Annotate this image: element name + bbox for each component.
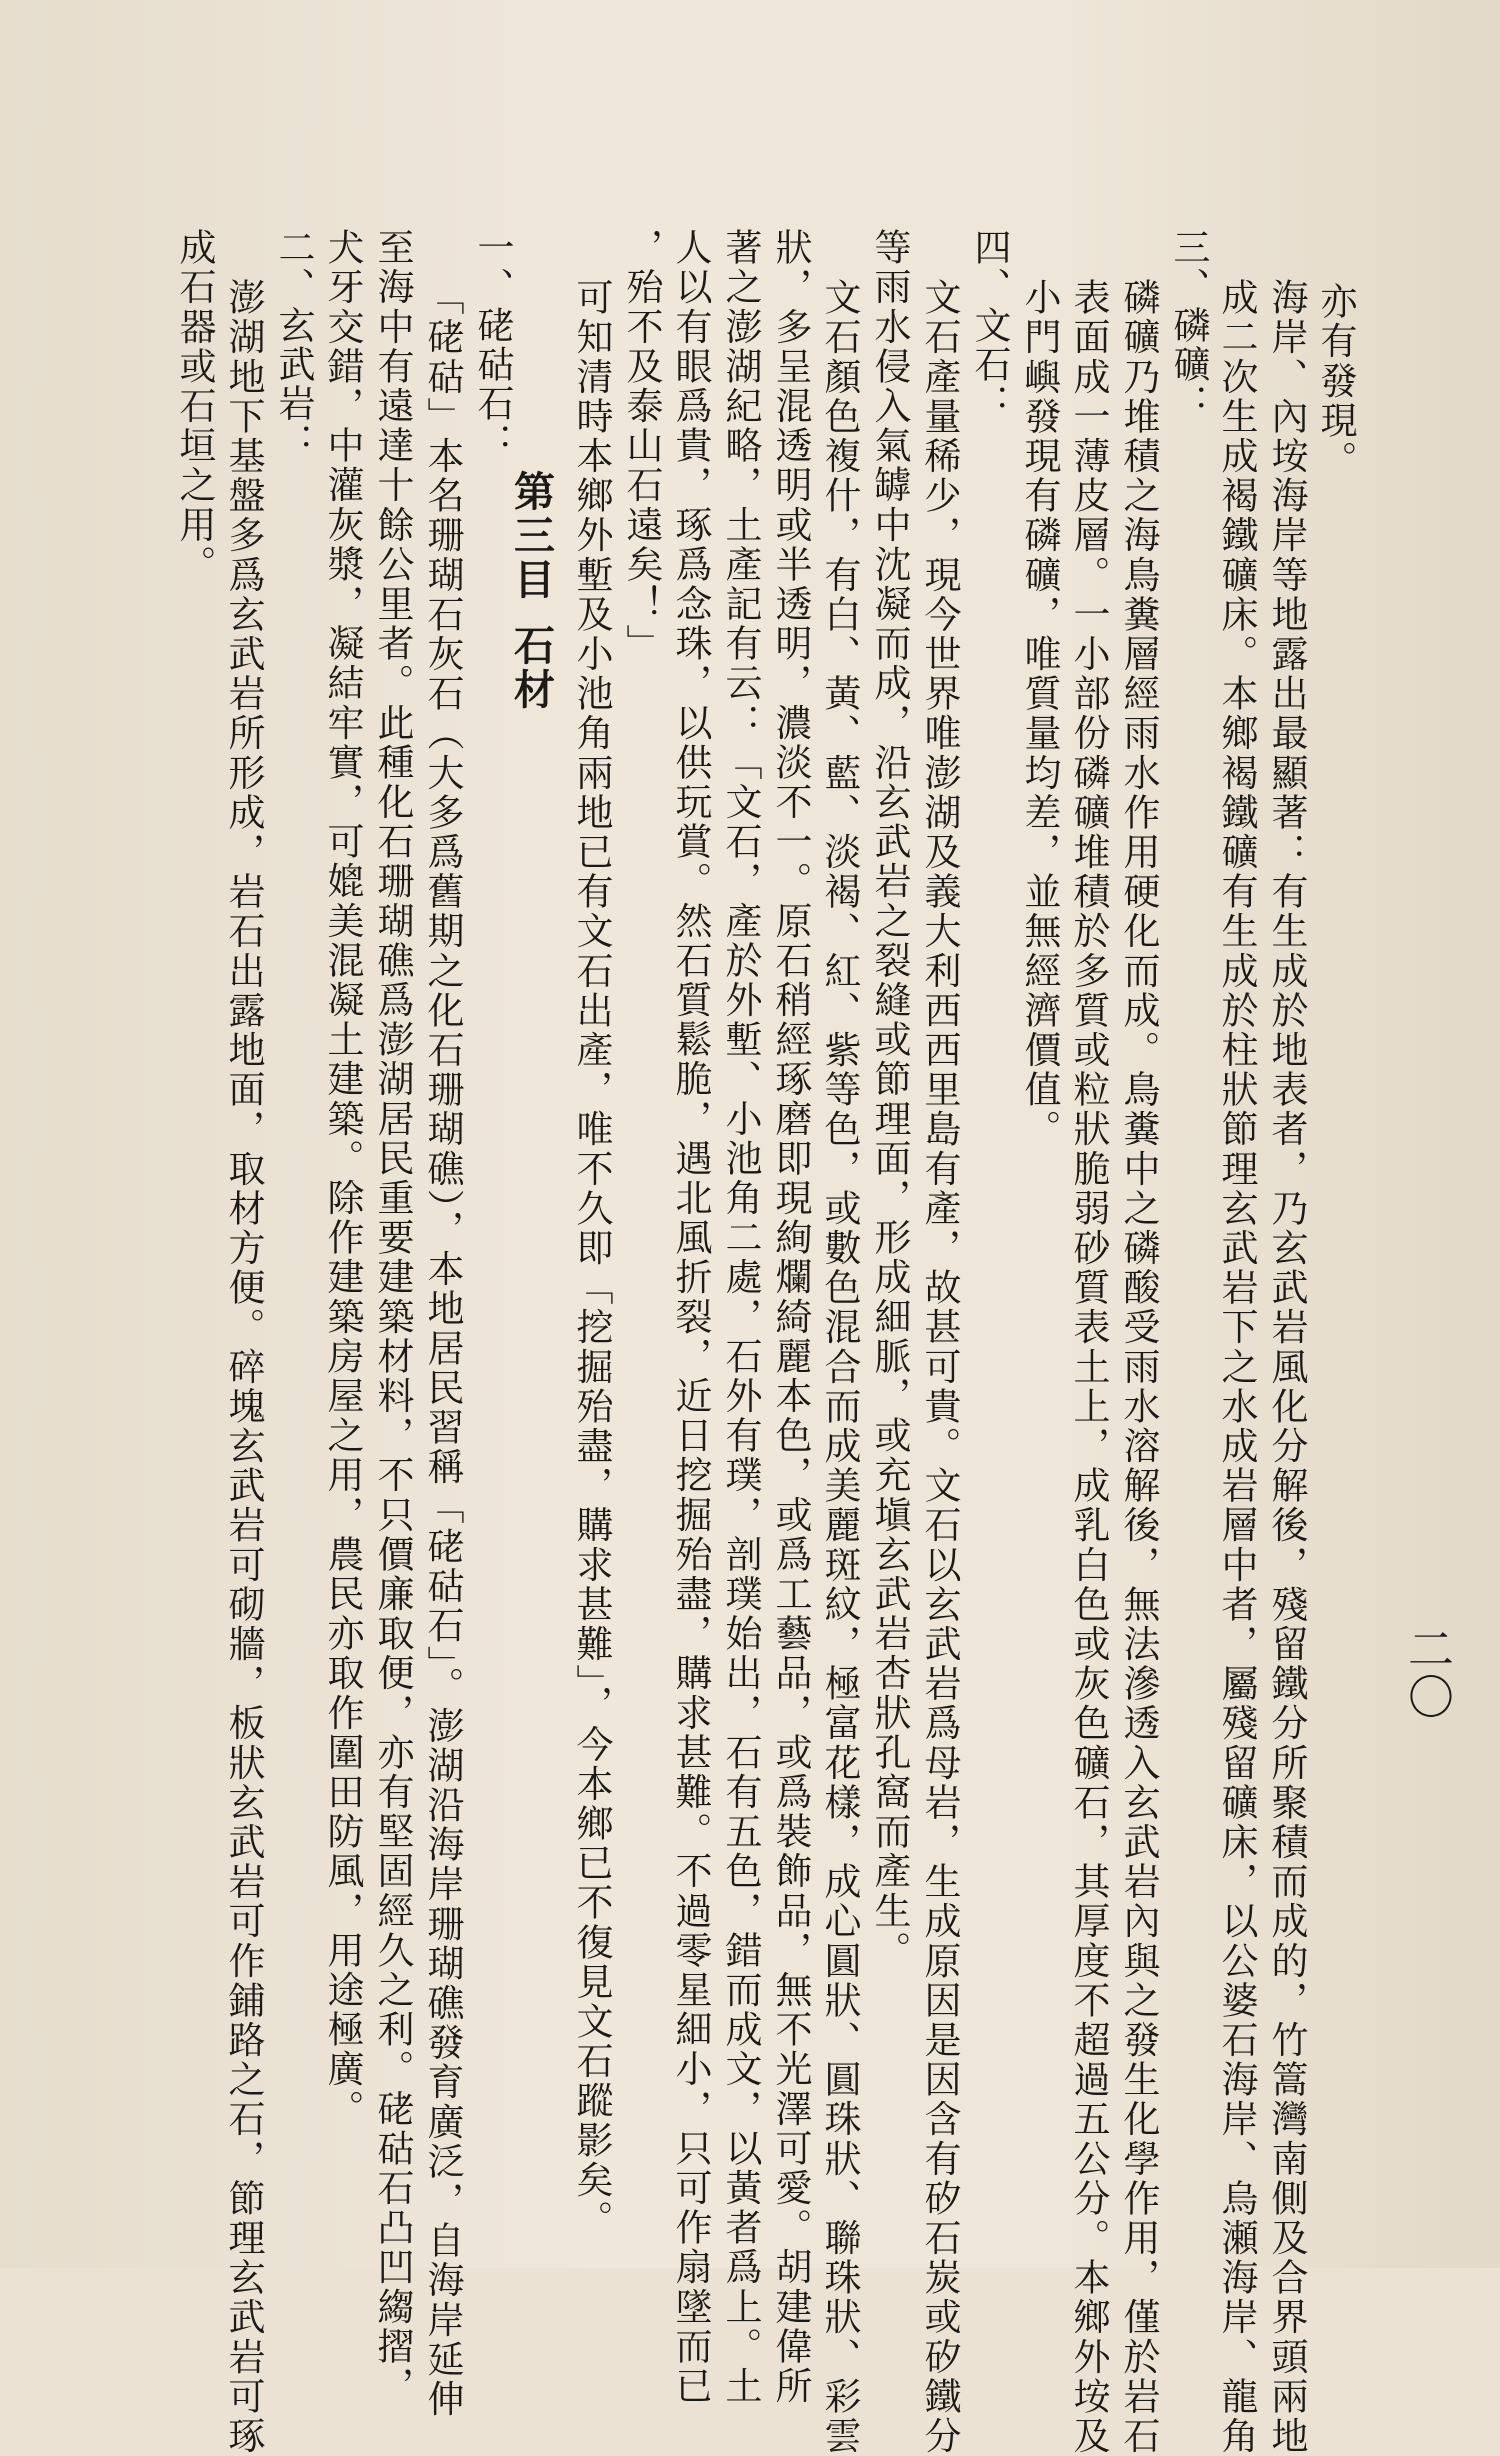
- section-title: [507, 470, 555, 712]
- text-column: 亦有發現。: [1314, 282, 1357, 480]
- item-heading: 二、玄武岩：: [272, 228, 315, 462]
- text-column: 文石產量稀少，現今世界唯澎湖及義大利西西里島有產，故甚可貴。文石以玄武岩爲母岩，生成原因是因含有矽石炭或矽鐵分: [918, 278, 961, 2456]
- text-column: 表面成一薄皮層。一小部份磷礦堆積於多質或粒狀脆弱砂質表土上，成乳白色或灰色礦石，其厚度不超過五公分。本鄉外垵及: [1067, 278, 1110, 2456]
- text-column: 「硓𥑮」本名珊瑚石灰石（大多爲舊期之化石珊瑚礁），本地居民習稱「硓𥑮石」。澎湖沿海岸珊瑚礁發育廣泛，自海岸延伸: [421, 278, 464, 2419]
- section-title-number: 第三目: [507, 470, 555, 602]
- text-column: 海岸、內垵海岸等地露出最顯著：有生成於地表者，乃玄武岩風化分解後，殘留鐵分所聚積而成的，竹篙灣南側及合界頭兩地: [1265, 278, 1308, 2456]
- page-number: 二〇: [1401, 1625, 1455, 1721]
- item-heading: 一、硓𥑮石：: [471, 228, 514, 462]
- text-column: ，殆不及泰山石遠矣！」: [620, 228, 663, 664]
- text-column: 成石器或石垣之用。: [173, 228, 216, 585]
- text-column: 小門嶼發現有磷礦，唯質量均差，並無經濟價值。: [1018, 278, 1061, 1150]
- item-heading: 四、文石：: [968, 228, 1011, 423]
- text-column: 人以有眼爲貴，琢爲念珠，以供玩賞。然石質鬆脆，遇北風折裂，近日挖掘殆盡，購求甚難。不過零星細小，只可作扇墜而已: [669, 228, 712, 2406]
- item-heading: 三、磷礦：: [1167, 228, 1210, 423]
- text-column: 澎湖地下基盤多爲玄武岩所形成，岩石出露地面，取材方便。碎塊玄武岩可砌牆，板狀玄武岩可作鋪路之石，節理玄武岩可琢: [222, 278, 265, 2456]
- text-column: 著之澎湖紀略，土產記有云：「文石，產於外塹、小池角二處，石外有璞，剖璞始出，石有五色，錯而成文，以黃者爲上。土: [719, 228, 762, 2406]
- text-column: 犬牙交錯，中灌灰漿，凝結牢實，可媲美混凝土建築。除作建築房屋之用，農民亦取作圍田防風，用途極廣。: [321, 228, 364, 2129]
- text-column: 文石顏色複什，有白、黃、藍、淡褐、紅、紫等色，或數色混合而成美麗斑紋，極富花樣，成心圓狀、圓珠狀、聯珠狀、彩雲: [818, 278, 861, 2456]
- text-column: 可知清時本鄉外塹及小池角兩地已有文石出產，唯不久即「挖掘殆盡，購求甚難」，今本鄉已不復見文石蹤影矣。: [570, 278, 613, 2240]
- text-column: 至海中有遠達十餘公里者。此種化石珊瑚礁爲澎湖居民重要建築材料，不只價廉取便，亦有堅固經久之利。硓𥑮石凸凹縐摺，: [371, 228, 414, 2406]
- text-column: 成二次生成褐鐵礦床。本鄉褐鐵礦有生成於柱狀節理玄武岩下之水成岩層中者，屬殘留礦床，以公婆石海岸、烏瀬海岸、龍角: [1215, 278, 1258, 2456]
- text-column: 狀，多呈混透明或半透明，濃淡不一。原石稍經琢磨即現絢爛綺麗本色，或爲工藝品，或爲裝飾品，無不光澤可愛。胡建偉所: [769, 228, 812, 2406]
- text-column: 磷礦乃堆積之海鳥糞層經雨水作用硬化而成。鳥糞中之磷酸受雨水溶解後，無法滲透入玄武岩內與之發生化學作用，僅於岩石: [1117, 278, 1160, 2456]
- section-title-name: 石材: [507, 624, 555, 712]
- text-column: 等雨水侵入氣罅中沈凝而成，沿玄武岩之裂縫或節理面，形成細脈，或充塡玄武岩杏狀孔窩而產生。: [868, 228, 911, 1971]
